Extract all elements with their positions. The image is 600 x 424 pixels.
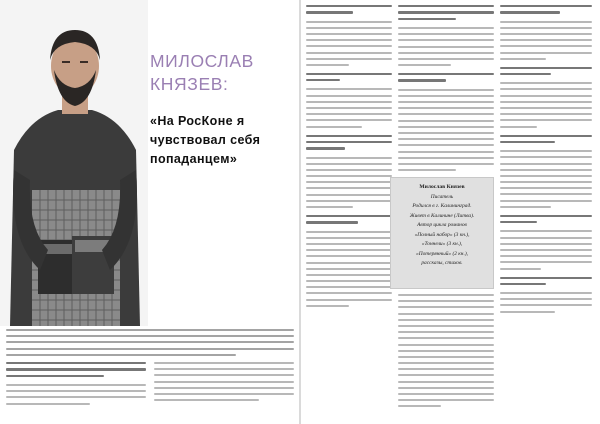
text-line-placeholder [306, 215, 392, 217]
text-line-placeholder [398, 350, 494, 352]
sidebar-line: «Потерянный» (2 кн.), [416, 250, 468, 257]
text-line-placeholder [306, 101, 392, 103]
text-line-placeholder [398, 27, 494, 29]
text-line-placeholder [306, 21, 392, 23]
text-line-placeholder [6, 335, 294, 337]
text-line-placeholder [500, 221, 537, 223]
text-line-placeholder [500, 237, 592, 239]
text-line-placeholder [500, 206, 551, 208]
text-line-placeholder [500, 11, 560, 13]
text-line-placeholder [306, 299, 392, 301]
intro-paragraph [6, 329, 294, 360]
text-line-placeholder [398, 18, 456, 20]
text-line-placeholder [306, 135, 392, 137]
sidebar-line: «Тоннели» (3 кн.), [421, 241, 463, 248]
text-line-placeholder [306, 119, 392, 121]
text-line-placeholder [398, 306, 494, 308]
text-line-placeholder [398, 393, 494, 395]
text-line-placeholder [306, 206, 353, 208]
text-line-placeholder [306, 187, 392, 189]
text-line-placeholder [306, 73, 392, 75]
text-line-placeholder [500, 150, 592, 152]
text-line-placeholder [398, 344, 494, 346]
text-line-placeholder [500, 230, 592, 232]
text-line-placeholder [398, 52, 494, 54]
text-line-placeholder [154, 374, 294, 376]
text-line-placeholder [6, 329, 294, 331]
text-line-placeholder [398, 64, 451, 66]
text-line-placeholder [398, 337, 494, 339]
text-line-placeholder [306, 221, 358, 223]
text-line-placeholder [500, 45, 592, 47]
right-page-column-2-lower [398, 294, 494, 410]
left-page-column-1 [6, 362, 146, 409]
photo-eyes-left [62, 61, 70, 63]
author-info-sidebar [390, 177, 494, 289]
text-line-placeholder [154, 387, 294, 389]
text-line-placeholder [398, 101, 494, 103]
text-line-placeholder [398, 300, 494, 302]
text-line-placeholder [306, 126, 362, 128]
text-line-placeholder [398, 73, 494, 75]
text-line-placeholder [398, 11, 494, 13]
text-line-placeholder [306, 194, 392, 196]
text-line-placeholder [500, 268, 541, 270]
text-line-placeholder [398, 362, 494, 364]
text-line-placeholder [500, 200, 592, 202]
text-line-placeholder [306, 79, 340, 81]
text-line-placeholder [306, 45, 392, 47]
text-line-placeholder [500, 135, 592, 137]
text-line-placeholder [500, 33, 592, 35]
page-gutter [299, 0, 301, 424]
text-line-placeholder [398, 294, 494, 296]
text-line-placeholder [6, 384, 146, 386]
sidebar-line: Родился в г. Калининград. [412, 203, 472, 210]
text-line-placeholder [6, 354, 236, 356]
text-line-placeholder [306, 147, 345, 149]
text-line-placeholder [398, 5, 494, 7]
text-line-placeholder [306, 141, 392, 143]
text-line-placeholder [398, 151, 494, 153]
text-line-placeholder [306, 11, 353, 13]
text-line-placeholder [306, 305, 349, 307]
text-line-placeholder [398, 405, 441, 407]
author-photo [0, 0, 148, 326]
text-line-placeholder [500, 193, 592, 195]
text-line-placeholder [398, 95, 494, 97]
text-line-placeholder [500, 107, 592, 109]
text-line-placeholder [154, 399, 259, 401]
text-line-placeholder [306, 5, 392, 7]
author-name-headline: МИЛОСЛАВ КНЯЗЕВ: [150, 51, 254, 94]
text-line-placeholder [306, 274, 392, 276]
text-line-placeholder [306, 243, 392, 245]
text-line-placeholder [398, 46, 494, 48]
sidebar-line: Автор цикла романов [417, 222, 467, 229]
text-line-placeholder [398, 126, 494, 128]
text-line-placeholder [398, 368, 494, 370]
text-line-placeholder [6, 362, 146, 364]
text-line-placeholder [398, 381, 494, 383]
right-page-column-2 [398, 5, 494, 173]
text-line-placeholder [500, 298, 592, 300]
text-line-placeholder [398, 138, 494, 140]
text-line-placeholder [306, 255, 392, 257]
text-line-placeholder [500, 119, 592, 121]
text-line-placeholder [306, 33, 392, 35]
text-line-placeholder [306, 113, 392, 115]
text-line-placeholder [398, 313, 494, 315]
right-page-column-3 [500, 5, 592, 410]
text-line-placeholder [398, 374, 494, 376]
sidebar-line: «Полный набор» (3 кн.), [414, 231, 470, 238]
text-line-placeholder [500, 101, 592, 103]
text-line-placeholder [306, 262, 392, 264]
text-line-placeholder [500, 169, 592, 171]
text-line-placeholder [306, 107, 392, 109]
title-block [150, 50, 296, 170]
text-line-placeholder [398, 39, 494, 41]
text-line-placeholder [500, 163, 592, 165]
text-line-placeholder [500, 113, 592, 115]
left-page-column-2 [154, 362, 294, 405]
text-line-placeholder [306, 64, 349, 66]
text-line-placeholder [500, 277, 592, 279]
text-line-placeholder [306, 237, 392, 239]
text-line-placeholder [500, 27, 592, 29]
text-line-placeholder [306, 175, 392, 177]
text-line-placeholder [500, 292, 592, 294]
text-line-placeholder [154, 368, 294, 370]
text-line-placeholder [500, 88, 592, 90]
text-line-placeholder [398, 319, 494, 321]
text-line-placeholder [398, 33, 494, 35]
text-line-placeholder [398, 132, 494, 134]
text-line-placeholder [398, 169, 456, 171]
text-line-placeholder [6, 348, 294, 350]
text-line-placeholder [398, 120, 494, 122]
text-line-placeholder [500, 5, 592, 7]
text-line-placeholder [398, 79, 446, 81]
sidebar-heading: Писатель [430, 193, 454, 200]
text-line-placeholder [500, 95, 592, 97]
sidebar-title: Милослав Князев [419, 184, 465, 190]
text-line-placeholder [306, 280, 392, 282]
right-page-column-1 [306, 5, 392, 410]
text-line-placeholder [500, 21, 592, 23]
text-line-placeholder [306, 58, 392, 60]
text-line-placeholder [306, 200, 392, 202]
text-line-placeholder [6, 341, 294, 343]
text-line-placeholder [306, 157, 392, 159]
text-line-placeholder [398, 89, 494, 91]
text-line-placeholder [306, 88, 392, 90]
photo-eyes-right [80, 61, 88, 63]
text-line-placeholder [500, 82, 592, 84]
text-line-placeholder [6, 396, 146, 398]
text-line-placeholder [500, 58, 546, 60]
text-line-placeholder [154, 393, 294, 395]
text-line-placeholder [306, 286, 392, 288]
text-line-placeholder [306, 163, 392, 165]
text-line-placeholder [398, 399, 494, 401]
text-line-placeholder [500, 126, 537, 128]
text-line-placeholder [500, 249, 592, 251]
author-photo-illustration [0, 0, 148, 326]
text-line-placeholder [6, 403, 90, 405]
sidebar-line: Живет в Калинине (Литва). [409, 212, 475, 219]
text-line-placeholder [6, 375, 104, 377]
text-line-placeholder [398, 387, 494, 389]
text-line-placeholder [500, 141, 555, 143]
text-line-placeholder [154, 381, 294, 383]
text-line-placeholder [306, 169, 392, 171]
text-line-placeholder [398, 331, 494, 333]
text-line-placeholder [306, 292, 392, 294]
text-line-placeholder [398, 325, 494, 327]
text-line-placeholder [500, 215, 592, 217]
text-line-placeholder [500, 187, 592, 189]
text-line-placeholder [306, 268, 392, 270]
text-line-placeholder [500, 39, 592, 41]
text-line-placeholder [500, 255, 592, 257]
sidebar-line: рассказы, стихов. [421, 259, 463, 266]
text-line-placeholder [500, 181, 592, 183]
text-line-placeholder [6, 368, 146, 370]
text-line-placeholder [154, 362, 294, 364]
text-line-placeholder [306, 181, 392, 183]
text-line-placeholder [500, 283, 546, 285]
text-line-placeholder [398, 163, 494, 165]
photo-books [38, 236, 114, 294]
text-line-placeholder [500, 175, 592, 177]
text-line-placeholder [306, 52, 392, 54]
text-line-placeholder [6, 390, 146, 392]
text-line-placeholder [500, 156, 592, 158]
text-line-placeholder [398, 157, 494, 159]
text-line-placeholder [398, 356, 494, 358]
article-subtitle: «На РосКоне я чувствовал себя попаданцем» [150, 113, 261, 167]
text-line-placeholder [500, 52, 592, 54]
text-line-placeholder [306, 95, 392, 97]
text-line-placeholder [306, 249, 392, 251]
text-line-placeholder [500, 304, 592, 306]
text-line-placeholder [500, 67, 592, 69]
text-line-placeholder [398, 58, 494, 60]
text-line-placeholder [500, 311, 555, 313]
text-line-placeholder [398, 107, 494, 109]
text-line-placeholder [500, 261, 592, 263]
text-line-placeholder [398, 113, 494, 115]
text-line-placeholder [398, 144, 494, 146]
text-line-placeholder [306, 39, 392, 41]
text-line-placeholder [306, 27, 392, 29]
text-line-placeholder [500, 73, 551, 75]
text-line-placeholder [500, 243, 592, 245]
text-line-placeholder [306, 231, 392, 233]
left-page-columns [6, 362, 294, 412]
